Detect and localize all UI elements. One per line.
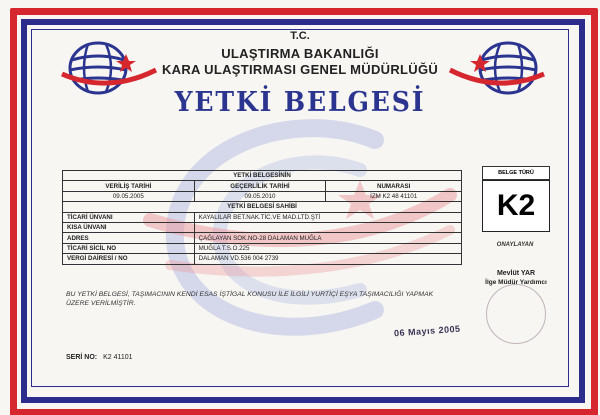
document-title: YETKİ BELGESİ (174, 87, 426, 118)
approver-title: İlge Müdür Yardımcı (485, 279, 547, 286)
row-label-short-name: KISA ÜNVANI (63, 222, 195, 232)
section-title-certificate: YETKİ BELGESİNİN (63, 171, 462, 181)
valid-date-value: 09.05.2010 (194, 191, 326, 201)
header-ministry: ULAŞTIRMA BAKANLIĞI (221, 46, 379, 61)
date-stamp: 06 Mayıs 2005 (393, 323, 461, 339)
column-header-number: NUMARASI (326, 181, 462, 191)
row-value-registry-no: MUĞLA T.S.O.225 (194, 243, 461, 253)
document-type-label: BELGE TÜRÜ (482, 166, 550, 180)
row-value-tax-office: DALAMAN VD.536 004 2739 (194, 254, 461, 264)
header-directorate: KARA ULAŞTIRMASI GENEL MÜDÜRLÜĞÜ (161, 62, 439, 77)
certificate-table (62, 170, 462, 265)
column-header-issue-date: VERİLİŞ TARİHİ (63, 181, 195, 191)
issue-date-value: 09.05.2005 (63, 191, 195, 201)
serial-number (66, 354, 133, 361)
official-seal-icon (486, 284, 546, 344)
serial-value: K2 41101 (103, 354, 133, 361)
document-type-value: K2 (482, 180, 550, 232)
row-label-address: ADRES (63, 233, 195, 243)
approver-name: Mevlüt YAR (496, 270, 536, 277)
row-value-short-name (194, 222, 461, 232)
serial-label: SERİ NO: (66, 354, 98, 361)
row-value-trade-name: KAYALILAR BET.NAK.TİC.VE MAD.LTD.ŞTİ (194, 212, 461, 222)
row-value-address: ÇAĞLAYAN SOK.NO-28 DALAMAN MUĞLA (194, 233, 461, 243)
header-tc: T.C. (290, 30, 310, 42)
section-title-holder: YETKİ BELGESİ SAHİBİ (63, 202, 462, 212)
row-label-registry-no: TİCARİ SİCİL NO (63, 243, 195, 253)
certificate-note: BU YETKİ BELGESİ, TAŞIMACININ KENDİ ESAS İŞTİGAL KONUSU İLE İLGİLİ YURTİÇİ EŞYA TAŞIMACILIĞI YAPMAK ÜZERE VERİLMİŞTİR. (66, 291, 434, 307)
column-header-valid-date: GEÇERLİLİK TARİHİ (194, 181, 326, 191)
row-label-tax-office: VERGİ DAİRESİ / NO (63, 254, 195, 264)
row-label-trade-name: TİCARİ ÜNVANI (63, 212, 195, 222)
certificate-number-value: İZM K2 48 41101 (326, 191, 462, 201)
approval-label: ONAYLAYAN (496, 242, 534, 248)
